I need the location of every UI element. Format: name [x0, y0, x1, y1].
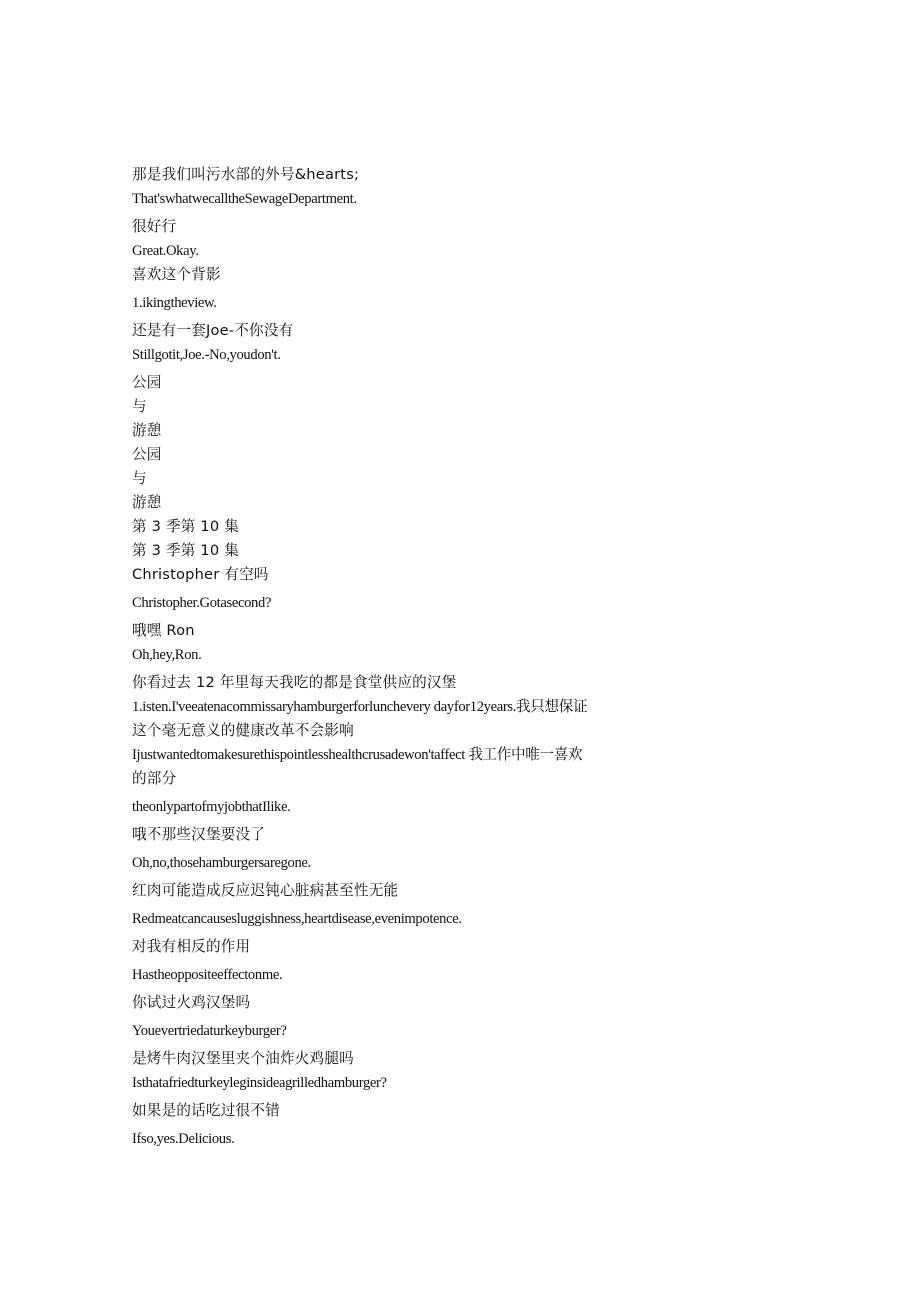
text-line: 红肉可能造成反应迟钝心脏病甚至性无能 — [132, 882, 399, 899]
text-line: Youevertriedaturkeyburger? — [132, 1023, 287, 1039]
text-line: 还是有一套Joe-不你没有 — [132, 322, 294, 339]
text-line: 1.ikingtheview. — [132, 295, 217, 311]
text-line: 你试过火鸡汉堡吗 — [132, 994, 251, 1011]
document-body — [132, 163, 692, 1151]
text-line: Christopher.Gotasecond? — [132, 595, 272, 611]
text-line: 哦嘿 Ron — [132, 622, 195, 639]
text-line: 第 3 季第 10 集 — [132, 542, 239, 559]
text-line: Ifso,yes.Delicious. — [132, 1131, 235, 1147]
text-line: 公园 — [132, 446, 162, 463]
text-line: theonlypartofmyjobthatIlike. — [132, 799, 291, 815]
text-line: 公园 — [132, 374, 162, 391]
text-line: 你看过去 12 年里每天我吃的都是食堂供应的汉堡 — [132, 674, 457, 691]
text-line: Hastheoppositeeffectonme. — [132, 967, 283, 983]
text-line: 那是我们叫污水部的外号&hearts; — [132, 166, 360, 183]
text-line: Oh,no,thosehamburgersaregone. — [132, 855, 311, 871]
text-line: 哦不那些汉堡要没了 — [132, 826, 266, 843]
text-line: Stillgotit,Joe.-No,youdon't. — [132, 347, 281, 363]
text-line: 如果是的话吃过很不错 — [132, 1102, 280, 1119]
text-line: Oh,hey,Ron. — [132, 647, 202, 663]
text-line: That'swhatwecalltheSewageDepartment. — [132, 191, 357, 207]
text-line: 是烤牛肉汉堡里夹个油炸火鸡腿吗 — [132, 1050, 354, 1067]
text-line: 游憩 — [132, 494, 162, 511]
text-line: Christopher 有空吗 — [132, 566, 269, 583]
text-line: Isthatafriedturkeyleginsideagrilledhamburger? — [132, 1075, 387, 1091]
text-line: 与 — [132, 470, 147, 487]
text-line: 对我有相反的作用 — [132, 938, 251, 955]
text-line: Redmeatcancausesluggishness,heartdisease,evenimpotence. — [132, 911, 462, 927]
text-line: 这个毫无意义的健康改革不会影响 — [132, 722, 354, 739]
text-line: 第 3 季第 10 集 — [132, 518, 239, 535]
text-line: 游憩 — [132, 422, 162, 439]
text-line: Ijustwantedtomakesurethispointlesshealthcrusadewon'taffect 我工作中唯一喜欢 — [132, 747, 583, 763]
text-line: 与 — [132, 398, 147, 415]
text-line: 很好行 — [132, 218, 177, 235]
text-line: 1.isten.I'veeatenacommissaryhamburgerforlunchevery dayfor12years.我只想保证 — [132, 699, 588, 715]
text-line: 的部分 — [132, 770, 177, 787]
text-line: Great.Okay. — [132, 243, 199, 259]
text-line: 喜欢这个背影 — [132, 266, 221, 283]
